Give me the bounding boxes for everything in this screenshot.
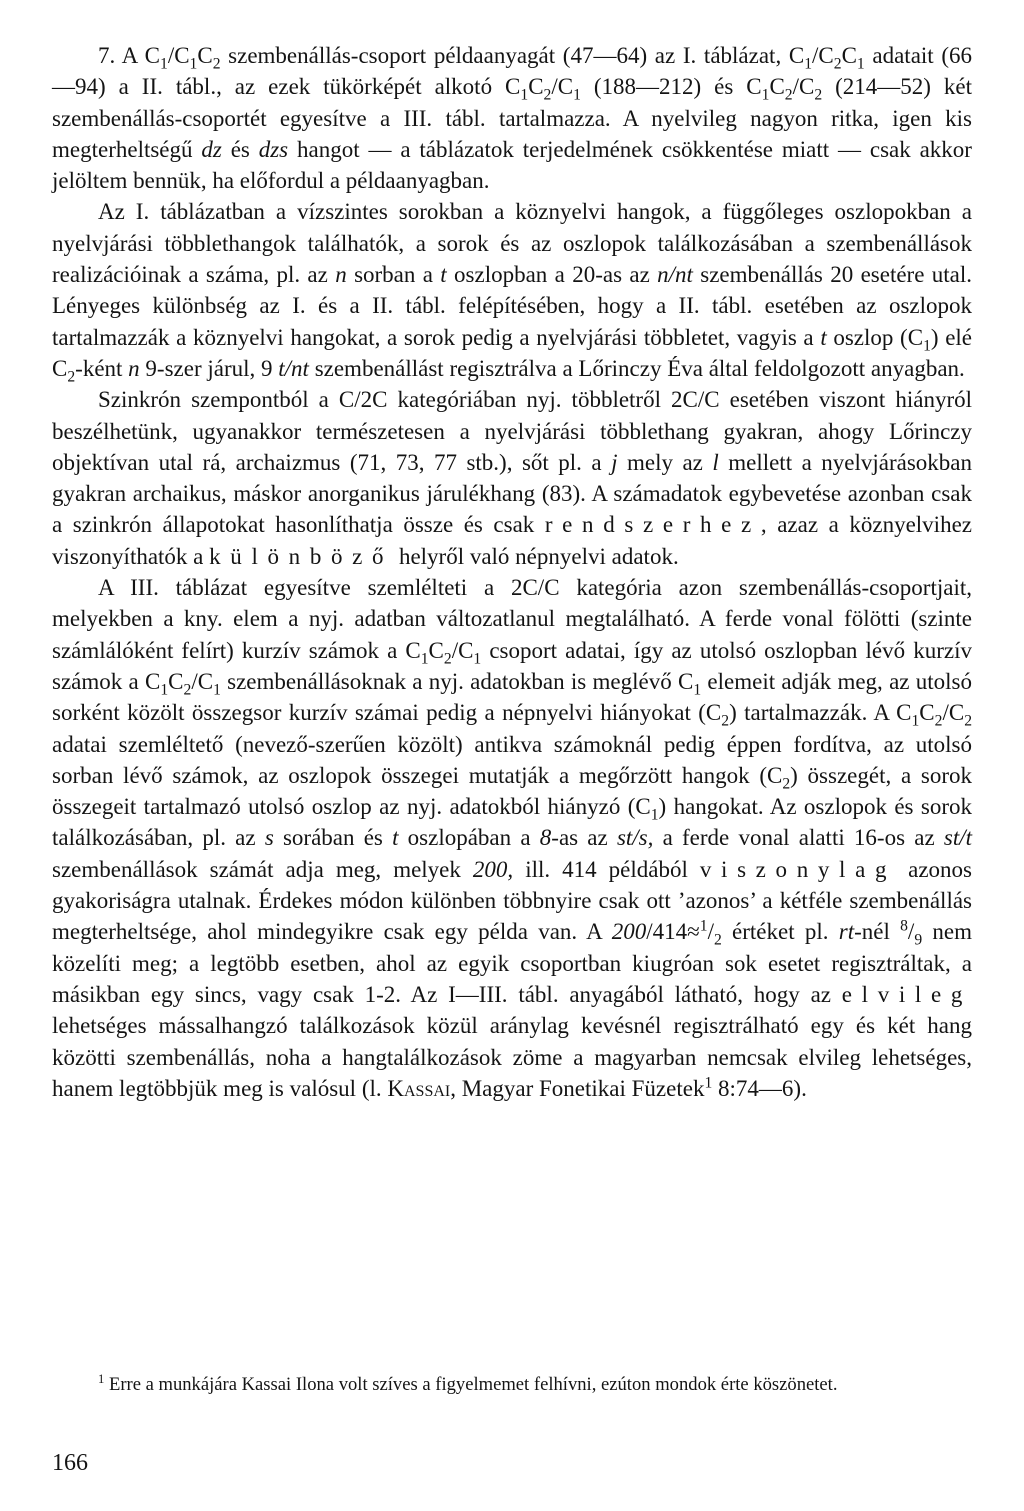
paragraph-2: Az I. táblázatban a vízszintes sorokban a köznyelvi hangok, a függőleges oszlopokban a nyelvjárási többlethangok találhatók, a sorok és az oszlopok találkozásában a szembenállások realizációinak a száma, pl. az n sorban a t oszlopban a 20-as az n/nt szembenállás 20 esetére utal. Lényeges különbség az I. és a II. tábl. felépítésében, hogy a II. tábl. esetében az oszlopok tartalmazzák a köznyelvi hangokat, a sorok pedig a nyelvjárási többletet, vagyis a t oszlop $(C_1)$ elé $C_2$-ként n 9-szer járul, 9 t/nt szembenállást regisztrálva a Lőrinczy Éva által feldolgozott anyagban. — [52, 199, 973, 386]
paragraph-4: A III. táblázat egyesítve szemlélteti a 2C/C kategória azon szembenállás-csoportjait, melyekben a kny. elem a nyj. adatban változatlanul megtalálható. A ferde vonal fölötti (szinte számlálóként felírt) kurzív számok a $C_1C_2/C_1$ csoport adatai, így az utolsó oszlopban lévő kurzív számok a $C_1C_2/C_1$ szembenállásoknak a nyj. adatokban is meglévő $C_1$ elemeit adják meg, az utolsó sorként közölt összegsor kurzív számai pedig a népnyelvi hiányokat $(C_2)$ tartalmazzák. A $C_1C_2/C_2$ adatai szemléltető (nevező-szerűen közölt) antikva számoknál pedig éppen fordítva, az utolsó sorban lévő számok, az oszlopok összegei mutatják a megőrzött hangok $(C_2)$ összegét, a sorok összegeit tartalmazó utolsó oszlop az nyj. adatokból hiányzó $(C_1)$ hangokat. Az oszlopok és sorok találkozásában, pl. az s sorában és t oszlopában a 8-as az st/s, a ferde vonal alatti 16-os az st/t szembenállások számát adja meg, melyek 200, ill. 414 példából viszonylag azonos gyakoriságra utalnak. Érdekes módon különben többnyire csak ott ’azonos’ a kétféle szembenállás megterheltsége, ahol mindegyikre csak egy példa van. A $200/414\approx^1/_2$ értéket pl. rt-nél $^8/_9$ nem közelíti meg; a legtöbb esetben, ahol az egyik csoportban kiugróan sok esetet regisztráltak, a másikban egy sincs, vagy csak 1-2. Az I—III. tábl. anyagából látható, hogy az elvileg lehetséges mássalhangzó találkozások közül aránylag kevésnél regisztrálható egy és két hang közötti szembenállás, noha a hangtalálkozások zöme a magyarban nemcsak elvileg lehetséges, hanem legtöbbjük meg is valósul (l. Kassai, Magyar Fonetikai Füzetek$^1$ 8:74—6). — [52, 575, 972, 1101]
page-number: 166 — [52, 1450, 88, 1476]
paragraph-1: 7. A $C_1/C_1C_2$ szembenállás-csoport példaanyagát (47—64) az I. táblázat, $C_1/C_2C_1$ adatait (66—94) a II. tábl., az ezek tükörképét alkotó $C_1C_2/C_1$ (188—212) és $C_1C_2/C_2$ (214—52) két szembenállás-csoportét egyesítve a III. tábl. tartalmazza. A nyelvileg nagyon ritka, igen kis megterheltségű dz és dzs hangot — a táblázatok terjedelmének csökkentése miatt — csak akkor jelöltem bennük, ha előfordul a példaanyagban. — [52, 43, 972, 194]
paragraph-3: Szinkrón szempontból a C/2C kategóriában nyj. többletről 2C/C esetében viszont hiányról beszélhetünk, ugyanakkor természetesen a nyelvjárási többlethang gyakran, ahogy Lőrinczy objektívan utal rá, archaizmus (71, 73, 77 stb.), sőt pl. a j mely az l mellett a nyelvjárásokban gyakran archaikus, máskor anorganikus járulékhang (83). A számadatok egybevetése azonban csak a szinkrón állapotokat hasonlíthatja össze és csak rendszerhez, azaz a köznyelvihez viszonyíthatók a különböző helyről való népnyelvi adatok. — [52, 387, 972, 569]
footnote-text: $^1$ Erre a munkájára Kassai Ilona volt szíves a figyelmemet felhívni, ezúton mondok érte köszönetet. — [98, 1371, 838, 1395]
footnote — [52, 1372, 972, 1398]
page-body — [52, 40, 972, 1104]
